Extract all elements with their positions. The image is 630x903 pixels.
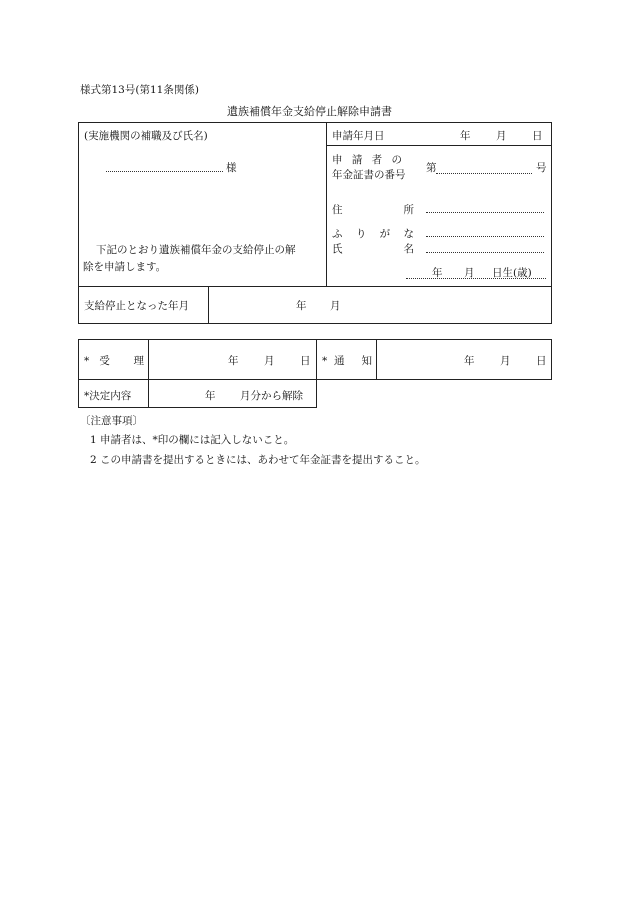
form-title: 遺族補償年金支給停止解除申請書 xyxy=(227,105,392,118)
name-field[interactable] xyxy=(426,252,544,253)
birth-year: 年 xyxy=(432,267,443,279)
note-item-1: 1 申請者は、*印の欄には記入しないこと。 xyxy=(90,434,295,446)
birth-day-age: 日生(歳) xyxy=(492,267,532,279)
notice-label-divider xyxy=(376,339,377,380)
receipt-label-divider xyxy=(148,339,149,407)
stop-label-divider xyxy=(208,286,209,324)
stop-year: 年 xyxy=(296,300,307,312)
receipt-label: *受 理 xyxy=(84,355,144,367)
address-label: 住 所 xyxy=(332,204,414,216)
cert-label-line-2: 年金証書の番号 xyxy=(332,169,406,181)
notice-label: *通 知 xyxy=(322,355,372,367)
table-divider xyxy=(326,122,327,286)
application-table xyxy=(78,122,552,324)
decision-label: *決定内容 xyxy=(84,390,132,402)
application-statement-line-2: 除を申請します。 xyxy=(83,261,167,273)
date-label: 申請年月日 xyxy=(332,130,385,142)
receipt-year: 年 xyxy=(228,355,239,367)
note-item-2: 2 この申請書を提出するときには、あわせて年金証書を提出すること。 xyxy=(90,454,426,466)
notice-day: 日 xyxy=(536,355,547,367)
receipt-notice-divider xyxy=(316,339,317,407)
stop-label: 支給停止となった年月 xyxy=(84,300,189,312)
birth-date-field[interactable] xyxy=(406,278,546,279)
birth-month: 月 xyxy=(464,267,475,279)
cert-go: 号 xyxy=(536,162,547,174)
receipt-month: 月 xyxy=(264,355,275,367)
notes-heading: 〔注意事項〕 xyxy=(80,415,143,427)
date-month: 月 xyxy=(496,130,507,142)
agency-label: (実施機関の補職及び氏名) xyxy=(84,130,208,142)
stop-month: 月 xyxy=(330,300,341,312)
decision-left-line xyxy=(78,380,79,407)
agency-name-field[interactable] xyxy=(106,171,223,172)
decision-year: 年 xyxy=(205,390,216,402)
cert-label-line-1: 申 請 者 の xyxy=(332,154,406,166)
name-label: 氏 名 xyxy=(332,243,414,255)
receipt-day: 日 xyxy=(300,355,311,367)
office-table-row-1 xyxy=(78,339,552,380)
decision-bottom-line xyxy=(78,407,317,408)
cert-dai: 第 xyxy=(426,162,437,174)
notice-month: 月 xyxy=(500,355,511,367)
cert-number-field[interactable] xyxy=(436,173,532,174)
stop-row-divider xyxy=(78,286,552,287)
form-number: 様式第13号(第11条関係) xyxy=(80,84,199,96)
honorific-sama: 様 xyxy=(226,162,237,174)
date-year: 年 xyxy=(460,130,471,142)
application-statement-line-1: 下記のとおり遺族補償年金の支給停止の解 xyxy=(96,244,296,256)
furigana-label: ふ り が な xyxy=(332,228,414,240)
address-field[interactable] xyxy=(426,212,544,213)
date-day: 日 xyxy=(532,130,543,142)
date-row-divider xyxy=(326,145,552,146)
notice-year: 年 xyxy=(464,355,475,367)
furigana-field[interactable] xyxy=(426,236,544,237)
decision-text: 月分から解除 xyxy=(240,390,303,402)
